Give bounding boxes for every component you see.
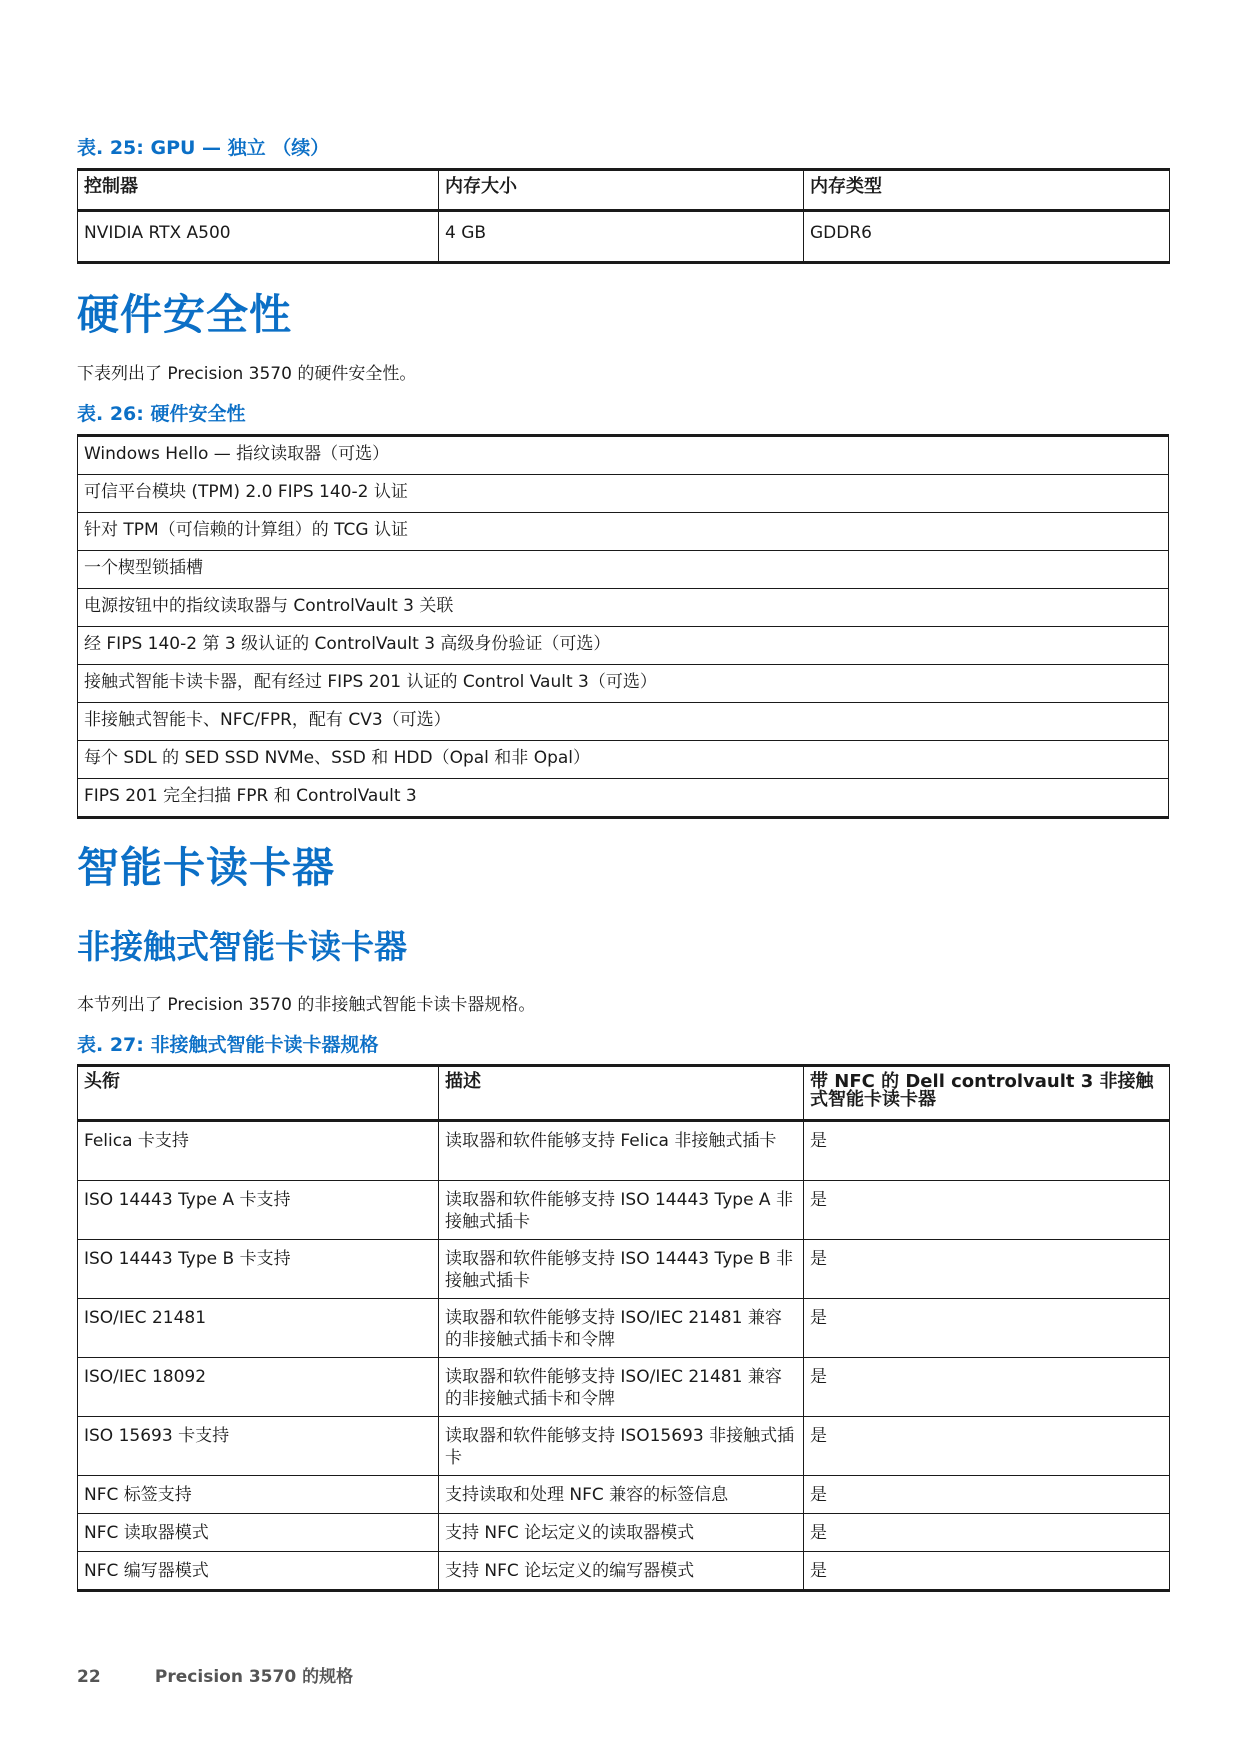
table-cell: 4 GB <box>439 211 804 263</box>
table-cell: 是 <box>804 1358 1170 1417</box>
table-row <box>78 665 1169 703</box>
table-cell: 读取器和软件能够支持 ISO 14443 Type B 非接触式插卡 <box>439 1240 804 1299</box>
hardware-security-table <box>77 434 1169 819</box>
table-header-row <box>78 170 1170 211</box>
table-cell: NFC 编写器模式 <box>78 1552 439 1591</box>
table-row <box>78 703 1169 741</box>
table-cell: ISO 14443 Type A 卡支持 <box>78 1181 439 1240</box>
table-cell: 是 <box>804 1181 1170 1240</box>
table-row <box>78 1552 1170 1591</box>
table26-caption: 表. 26: 硬件安全性 <box>77 403 246 425</box>
page-footer <box>77 1662 353 1687</box>
table-row <box>78 1181 1170 1240</box>
table-row <box>78 627 1169 665</box>
table-cell: 经 FIPS 140-2 第 3 级认证的 ControlVault 3 高级身份验证（可选） <box>78 627 1169 665</box>
table-cell: Windows Hello — 指纹读取器（可选） <box>78 436 1169 475</box>
table-cell: 是 <box>804 1417 1170 1476</box>
contactless-reader-table <box>77 1064 1170 1592</box>
table-cell: 读取器和软件能够支持 ISO/IEC 21481 兼容的非接触式插卡和令牌 <box>439 1358 804 1417</box>
subsection-title-contactless: 非接触式智能卡读卡器 <box>77 927 407 966</box>
table-cell: NFC 标签支持 <box>78 1476 439 1514</box>
table-cell: NVIDIA RTX A500 <box>78 211 439 263</box>
table-row <box>78 475 1169 513</box>
table25-caption: 表. 25: GPU — 独立 （续） <box>77 137 330 159</box>
table-row <box>78 513 1169 551</box>
table-row <box>78 1514 1170 1552</box>
table-cell: 读取器和软件能够支持 ISO15693 非接触式插卡 <box>439 1417 804 1476</box>
table-cell: 是 <box>804 1476 1170 1514</box>
table-cell: ISO/IEC 21481 <box>78 1299 439 1358</box>
table-cell: 是 <box>804 1514 1170 1552</box>
table-row <box>78 779 1169 818</box>
table-cell: 非接触式智能卡、NFC/FPR，配有 CV3（可选） <box>78 703 1169 741</box>
table-cell: 电源按钮中的指纹读取器与 ControlVault 3 关联 <box>78 589 1169 627</box>
table-cell: ISO 14443 Type B 卡支持 <box>78 1240 439 1299</box>
table-row <box>78 211 1170 263</box>
page-number: 22 <box>77 1667 101 1687</box>
table-cell: 是 <box>804 1552 1170 1591</box>
table-cell: 是 <box>804 1121 1170 1181</box>
column-header: 带 NFC 的 Dell controlvault 3 非接触式智能卡读卡器 <box>804 1066 1170 1121</box>
table-cell: 读取器和软件能够支持 ISO 14443 Type A 非接触式插卡 <box>439 1181 804 1240</box>
table-row <box>78 741 1169 779</box>
table-cell: 是 <box>804 1240 1170 1299</box>
hardware-security-intro: 下表列出了 Precision 3570 的硬件安全性。 <box>77 364 417 384</box>
table-cell: ISO 15693 卡支持 <box>78 1417 439 1476</box>
table-cell: 接触式智能卡读卡器，配有经过 FIPS 201 认证的 Control Vault 3（可选） <box>78 665 1169 703</box>
table-cell: 支持 NFC 论坛定义的编写器模式 <box>439 1552 804 1591</box>
column-header: 内存类型 <box>804 170 1170 211</box>
table-cell: 支持读取和处理 NFC 兼容的标签信息 <box>439 1476 804 1514</box>
table-cell: 针对 TPM（可信赖的计算组）的 TCG 认证 <box>78 513 1169 551</box>
table-row <box>78 551 1169 589</box>
column-header: 控制器 <box>78 170 439 211</box>
table-cell: FIPS 201 完全扫描 FPR 和 ControlVault 3 <box>78 779 1169 818</box>
table-row <box>78 1476 1170 1514</box>
table-row <box>78 1121 1170 1181</box>
table-row <box>78 589 1169 627</box>
table-cell: ISO/IEC 18092 <box>78 1358 439 1417</box>
column-header: 内存大小 <box>439 170 804 211</box>
table-cell: 读取器和软件能够支持 ISO/IEC 21481 兼容的非接触式插卡和令牌 <box>439 1299 804 1358</box>
table-cell: Felica 卡支持 <box>78 1121 439 1181</box>
column-header: 描述 <box>439 1066 804 1121</box>
smart-card-intro: 本节列出了 Precision 3570 的非接触式智能卡读卡器规格。 <box>77 995 536 1015</box>
table-row <box>78 1358 1170 1417</box>
section-title-hardware-security: 硬件安全性 <box>77 290 293 339</box>
table27-caption: 表. 27: 非接触式智能卡读卡器规格 <box>77 1034 379 1056</box>
table-cell: 支持 NFC 论坛定义的读取器模式 <box>439 1514 804 1552</box>
table-header-row <box>78 1066 1170 1121</box>
table-cell: GDDR6 <box>804 211 1170 263</box>
table-cell: 是 <box>804 1299 1170 1358</box>
table-row <box>78 436 1169 475</box>
table-row <box>78 1299 1170 1358</box>
table-cell: 可信平台模块 (TPM) 2.0 FIPS 140-2 认证 <box>78 475 1169 513</box>
section-title-smart-card: 智能卡读卡器 <box>77 843 336 892</box>
table-cell: 每个 SDL 的 SED SSD NVMe、SSD 和 HDD（Opal 和非 Opal） <box>78 741 1169 779</box>
footer-title: Precision 3570 的规格 <box>154 1667 354 1687</box>
gpu-table <box>77 168 1170 264</box>
table-cell: 读取器和软件能够支持 Felica 非接触式插卡 <box>439 1121 804 1181</box>
table-row <box>78 1417 1170 1476</box>
table-row <box>78 1240 1170 1299</box>
table-cell: NFC 读取器模式 <box>78 1514 439 1552</box>
table-cell: 一个楔型锁插槽 <box>78 551 1169 589</box>
column-header: 头衔 <box>78 1066 439 1121</box>
